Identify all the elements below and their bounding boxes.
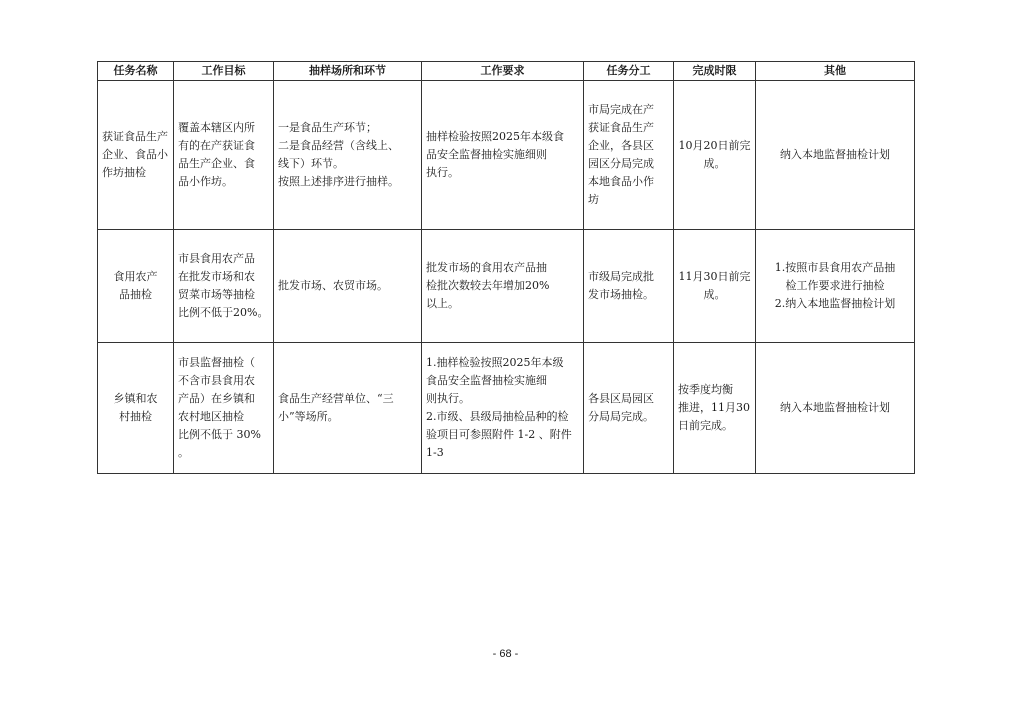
- cell-text-line: 成。: [703, 157, 726, 170]
- cell-text-line: 1.抽样检验按照2025年本级: [426, 356, 564, 369]
- cell-text-line: 有的在产获证食: [178, 139, 255, 152]
- cell-text-line: 获证食品生产: [588, 121, 654, 134]
- cell-text-line: 食品安全监督抽检实施细: [426, 374, 547, 387]
- cell-text-line: 发市场抽检。: [588, 288, 654, 301]
- cell-text-line: 在批发市场和农: [178, 270, 255, 283]
- cell-text-line: 二是食品经营（含线上、: [278, 139, 399, 152]
- cell-text-line: 村抽检: [119, 410, 152, 423]
- deadline-cell: [674, 343, 756, 474]
- cell-text-line: 企业、食品小: [102, 148, 168, 161]
- cell-text-line: 2.纳入本地监督抽检计划: [774, 297, 896, 310]
- deadline-cell: [674, 81, 756, 230]
- cell-text-line: 品抽检: [119, 288, 152, 301]
- cell-text-line: 不含市县食用农: [178, 374, 255, 387]
- cell-text-line: 抽样检验按照2025年本级食: [426, 130, 564, 143]
- cell-text-line: 按季度均衡: [678, 383, 733, 396]
- header-task-name: 任务名称: [98, 62, 174, 81]
- cell-text-line: 日前完成。: [678, 419, 733, 432]
- cell-text-line: 品小作坊。: [178, 175, 233, 188]
- sampling-place-cell: [274, 230, 422, 343]
- cell-text-line: 以上。: [426, 297, 459, 310]
- task-name-cell: [98, 230, 174, 343]
- work-goal-cell: [174, 230, 274, 343]
- header-work-requirement: 工作要求: [422, 62, 584, 81]
- cell-text-line: 市县监督抽检（: [178, 356, 255, 369]
- cell-text-line: 产品）在乡镇和: [178, 392, 255, 405]
- cell-text-line: 品生产企业、食: [178, 157, 255, 170]
- cell-text-line: 执行。: [426, 166, 459, 179]
- task-division-cell: [584, 81, 674, 230]
- cell-text-line: 市县食用农产品: [178, 252, 255, 265]
- table-row: [98, 230, 915, 343]
- header-work-goal: 工作目标: [174, 62, 274, 81]
- cell-text-line: 推进，11月30: [678, 401, 750, 414]
- sampling-place-cell: [274, 343, 422, 474]
- cell-text-line: 则执行。: [426, 392, 470, 405]
- task-name-cell: [98, 81, 174, 230]
- cell-text-line: 批发市场的食用农产品抽: [426, 261, 547, 274]
- cell-text-line: 按照上述排序进行抽样。: [278, 175, 399, 188]
- task-division-cell: [584, 230, 674, 343]
- cell-text-line: 获证食品生产: [102, 130, 168, 143]
- cell-text-line: 2.市级、县级局抽检品种的检: [426, 410, 569, 423]
- cell-text-line: 检批次数较去年增加20%: [426, 279, 550, 292]
- cell-text-line: 线下）环节。: [278, 157, 344, 170]
- cell-text-line: 乡镇和农: [113, 392, 158, 405]
- task-table: [97, 61, 915, 474]
- deadline-cell: [674, 230, 756, 343]
- other-cell: [756, 230, 915, 343]
- cell-text-line: 比例不低于 30%: [178, 428, 261, 441]
- cell-text-line: 纳入本地监督抽检计划: [780, 148, 890, 161]
- header-task-division: 任务分工: [584, 62, 674, 81]
- cell-text-line: 验项目可参照附件 1-2 、附件: [426, 428, 572, 441]
- cell-text-line: 批发市场、农贸市场。: [278, 279, 388, 292]
- other-cell: [756, 343, 915, 474]
- cell-text-line: 10月20日前完: [678, 139, 751, 152]
- cell-text-line: 食品生产经营单位、“三: [278, 392, 394, 405]
- cell-text-line: 检工作要求进行抽检: [785, 279, 885, 292]
- cell-text-line: 比例不低于20%。: [178, 306, 269, 319]
- cell-text-line: 农村地区抽检: [178, 410, 244, 423]
- cell-text-line: 小”等场所。: [278, 410, 339, 423]
- table-row: [98, 81, 915, 230]
- sampling-place-cell: [274, 81, 422, 230]
- cell-text-line: 成。: [703, 288, 726, 301]
- cell-text-line: 品安全监督抽检实施细则: [426, 148, 547, 161]
- task-name-cell: [98, 343, 174, 474]
- cell-text-line: 坊: [588, 193, 599, 206]
- cell-text-line: 食用农产: [113, 270, 158, 283]
- work-goal-cell: [174, 343, 274, 474]
- cell-text-line: 1-3: [426, 446, 444, 459]
- cell-text-line: 分局局完成。: [588, 410, 654, 423]
- work-requirement-cell: [422, 81, 584, 230]
- cell-text-line: 1.按照市县食用农产品抽: [774, 261, 896, 274]
- cell-text-line: 贸菜市场等抽检: [178, 288, 255, 301]
- cell-text-line: 本地食品小作: [588, 175, 654, 188]
- header-other: 其他: [756, 62, 915, 81]
- work-goal-cell: [174, 81, 274, 230]
- header-sampling-place: 抽样场所和环节: [274, 62, 422, 81]
- page-number: - 68 -: [492, 648, 519, 660]
- cell-text-line: 园区分局完成: [588, 157, 654, 170]
- header-deadline: 完成时限: [674, 62, 756, 81]
- cell-text-line: 纳入本地监督抽检计划: [780, 401, 890, 414]
- cell-text-line: 市级局完成批: [588, 270, 654, 283]
- cell-text-line: 。: [178, 446, 189, 459]
- cell-text-line: 作坊抽检: [102, 166, 146, 179]
- cell-text-line: 11月30日前完: [678, 270, 751, 283]
- work-requirement-cell: [422, 230, 584, 343]
- table-row: [98, 343, 915, 474]
- task-division-cell: [584, 343, 674, 474]
- cell-text-line: 各县区局园区: [588, 392, 654, 405]
- table-header-row: [98, 62, 915, 81]
- cell-text-line: 企业，各县区: [588, 139, 654, 152]
- cell-text-line: 市局完成在产: [588, 103, 654, 116]
- work-requirement-cell: [422, 343, 584, 474]
- cell-text-line: 一是食品生产环节；: [278, 121, 377, 134]
- other-cell: [756, 81, 915, 230]
- cell-text-line: 覆盖本辖区内所: [178, 121, 255, 134]
